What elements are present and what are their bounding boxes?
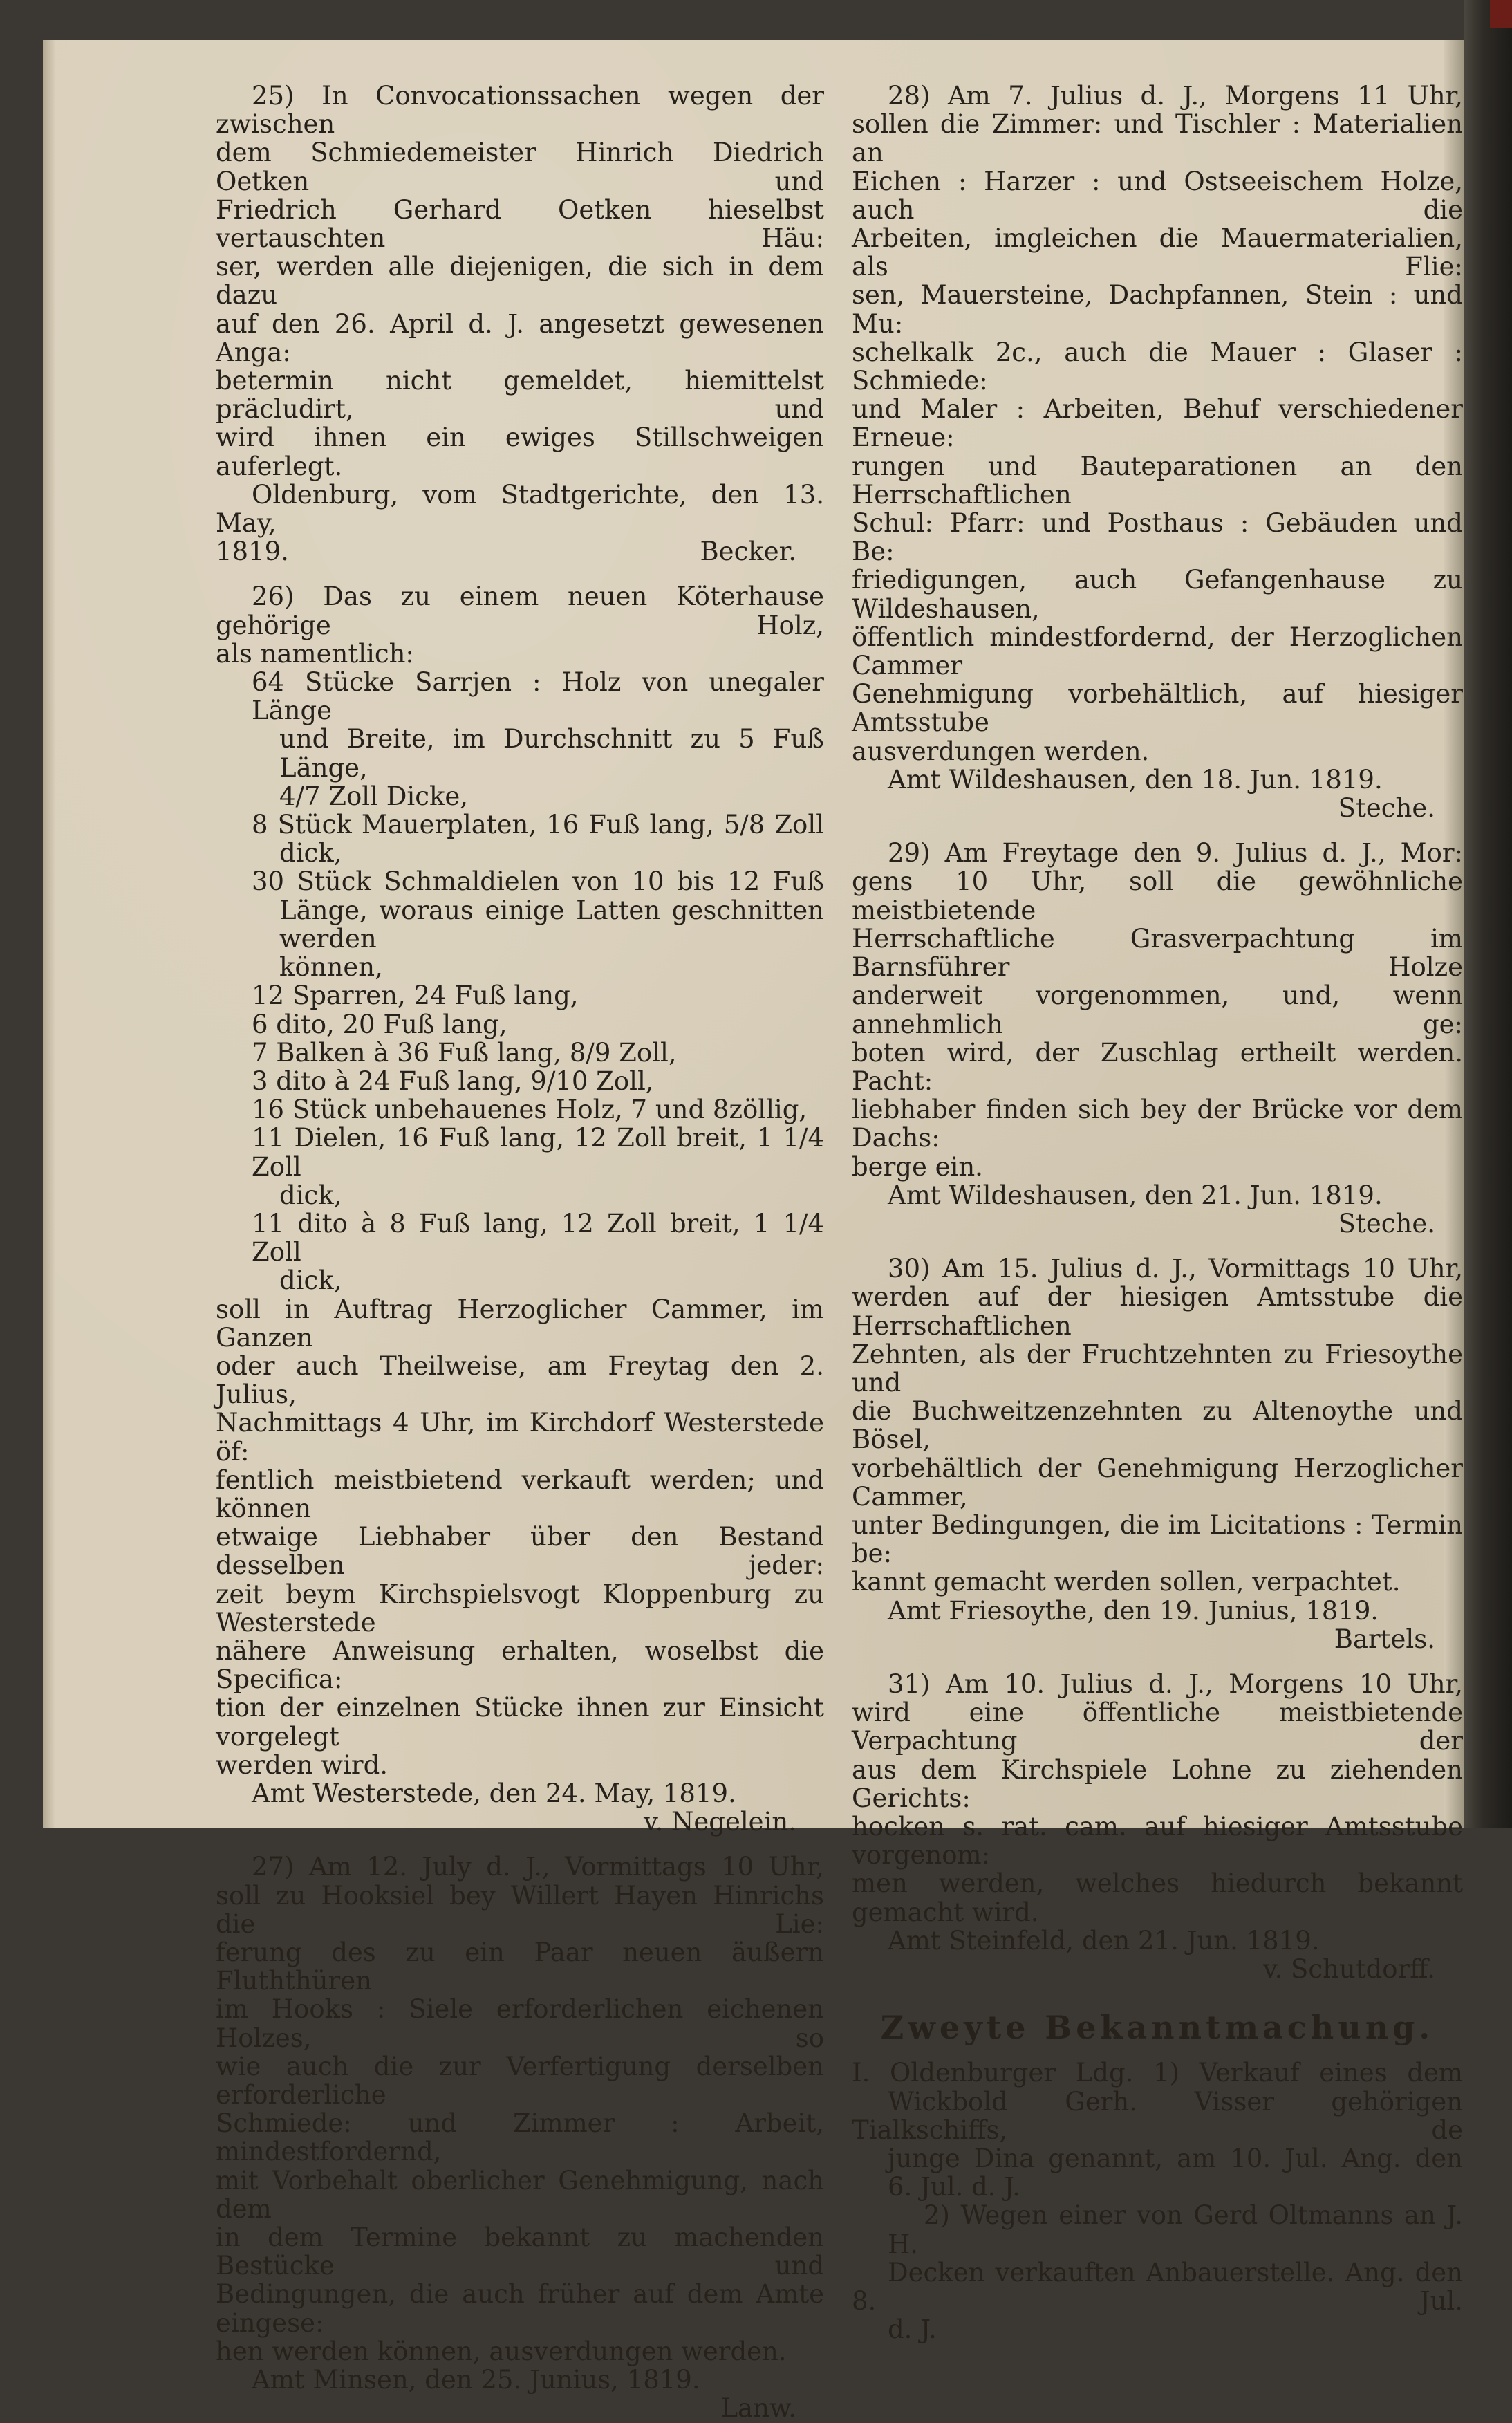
notice-signature: Lanw. <box>720 2393 796 2423</box>
text-line: anderweit vorgenommen, und, wenn annehmlich ge: <box>852 981 1463 1039</box>
text-line: mit Vorbehalt oberlicher Genehmigung, nach dem <box>216 2165 824 2224</box>
text-line: 27) Am 12. July d. J., Vormittags 10 Uhr, <box>252 1852 824 1882</box>
text-line: Genehmigung vorbehältlich, auf hiesiger Amtsstube <box>852 679 1463 738</box>
text-line: nähere Anweisung erhalten, woselbst die Specifica: <box>216 1635 824 1695</box>
list-item: 11 dito à 8 Fuß lang, 12 Zoll breit, 1 1/4 Zoll <box>252 1208 824 1268</box>
left-column <box>216 82 824 2422</box>
notice-31 <box>852 1670 1463 1983</box>
notice-26 <box>216 582 824 1836</box>
notice-place-date: Amt Minsen, den 25. Junius, 1819. <box>252 2365 700 2395</box>
text-line: Nachmittags 4 Uhr, im Kirchdorf Westerstede öf: <box>216 1408 824 1467</box>
text-line: zeit beym Kirchspielsvogt Kloppenburg zu Westerstede <box>216 1579 824 1637</box>
section-heading: Zweyte Bekanntmachung. <box>880 2009 1435 2047</box>
list-item-cont: können, <box>279 952 383 983</box>
notice-signature: v. Negelein. <box>643 1807 796 1837</box>
notice-signature: Steche. <box>1338 1208 1435 1238</box>
text-line: 2) Wegen einer von Gerd Oltmanns an J. H. <box>888 2200 1463 2259</box>
list-item-cont: und Breite, im Durchschnitt zu 5 Fuß Länge, <box>279 724 824 783</box>
notice-year: 1819. <box>216 537 289 567</box>
text-line: I. Oldenburger Ldg. 1) Verkauf eines dem <box>852 2058 1463 2088</box>
text-line: als namentlich: <box>216 638 414 669</box>
list-item-cont: 4/7 Zoll Dicke, <box>279 781 469 811</box>
list-item: 12 Sparren, 24 Fuß lang, <box>252 981 579 1011</box>
text-line: wird ihnen ein ewiges Stillschweigen auferlegt. <box>216 423 824 481</box>
text-line: 25) In Convocationssachen wegen der zwischen <box>216 81 824 140</box>
text-line: auf den 26. April d. J. angesetzt gewesenen Anga: <box>216 308 824 367</box>
text-line: Eichen : Harzer : und Ostseeischem Holze, auch die <box>852 166 1463 225</box>
text-line: soll zu Hooksiel bey Willert Hayen Hinrichs die Lie: <box>216 1880 824 1939</box>
text-line: hen werden können, ausverdungen werden. <box>216 2336 787 2366</box>
binding-ribbon <box>1490 0 1512 28</box>
notice-29 <box>852 839 1463 1238</box>
text-line: Decken verkauften Anbauerstelle. Ang. den 8. Jul. <box>852 2257 1463 2317</box>
text-line: schelkalk 2c., auch die Mauer : Glaser : Schmiede: <box>852 337 1463 396</box>
text-line: Bedingungen, die auch früher auf dem Amte eingese: <box>216 2279 824 2338</box>
list-item: 11 Dielen, 16 Fuß lang, 12 Zoll breit, 1 1/4 Zoll <box>252 1123 824 1182</box>
text-line: Arbeiten, imgleichen die Mauermaterialien, als Flie: <box>852 223 1463 282</box>
text-line: und Maler : Arbeiten, Behuf verschiedener Erneue: <box>852 394 1463 453</box>
list-item: 7 Balken à 36 Fuß lang, 8/9 Zoll, <box>252 1037 677 1068</box>
text-line: 29) Am Freytage den 9. Julius d. J., Mor: <box>888 838 1463 869</box>
list-item: 64 Stücke Sarrjen : Holz von unegaler Länge <box>252 667 824 726</box>
list-item: 30 Stück Schmaldielen von 10 bis 12 Fuß <box>252 866 824 897</box>
text-line: hocken s. rat. cam. auf hiesiger Amtsstube vorgenom: <box>852 1811 1463 1870</box>
text-line: öffentlich mindestfordernd, der Herzoglichen Cammer <box>852 622 1463 681</box>
text-line: Wickbold Gerh. Visser gehörigen Tialkschiffs, de <box>852 2086 1463 2145</box>
text-line: Herrschaftliche Grasverpachtung im Barnsführer Holze <box>852 923 1463 983</box>
notice-place-date: Amt Friesoythe, den 19. Junius, 1819. <box>888 1595 1379 1626</box>
notice-signature: Steche. <box>1338 793 1435 824</box>
text-line: 31) Am 10. Julius d. J., Morgens 10 Uhr, <box>888 1669 1463 1699</box>
text-line: sen, Mauersteine, Dachpfannen, Stein : und Mu: <box>852 280 1463 339</box>
notice-25 <box>216 82 824 566</box>
list-item-cont: dick, <box>279 838 342 869</box>
text-line: 28) Am 7. Julius d. J., Morgens 11 Uhr, <box>888 81 1463 111</box>
text-line: boten wird, der Zuschlag ertheilt werden. Pacht: <box>852 1037 1463 1096</box>
text-line: d. J. <box>888 2314 937 2345</box>
text-line: vorbehältlich der Genehmigung Herzoglicher Cammer, <box>852 1453 1463 1512</box>
text-line: werden auf der hiesigen Amtsstube die Herrschaftlichen <box>852 1282 1463 1341</box>
text-line: wird eine öffentliche meistbietende Verpachtung der <box>852 1698 1463 1756</box>
text-line: ser, werden alle diejenigen, die sich in dem dazu <box>216 252 824 310</box>
notice-place-date: Amt Wildeshausen, den 18. Jun. 1819. <box>888 764 1383 795</box>
text-line: im Hooks : Siele erforderlichen eichenen Holzes, so <box>216 1994 824 2053</box>
notice-28 <box>852 82 1463 822</box>
text-line: ausverdungen werden. <box>852 736 1150 766</box>
text-line: in dem Termine bekannt zu machenden Bestücke und <box>216 2222 824 2281</box>
notice-place-date: Amt Wildeshausen, den 21. Jun. 1819. <box>888 1180 1383 1210</box>
spacer <box>852 1653 1463 1670</box>
notice-place-date: Amt Westerstede, den 24. May, 1819. <box>252 1778 736 1808</box>
list-item: 16 Stück unbehauenes Holz, 7 und 8zöllig, <box>252 1095 808 1125</box>
notice-place-date: Amt Steinfeld, den 21. Jun. 1819. <box>888 1925 1320 1956</box>
book-binding <box>1464 0 1512 1828</box>
notice-year-line <box>216 537 824 566</box>
text-line: betermin nicht gemeldet, hiemittelst präcludirt, und <box>216 366 824 425</box>
text-line: gens 10 Uhr, soll die gewöhnliche meistbietende <box>852 866 1463 925</box>
text-line: kannt gemacht werden sollen, verpachtet. <box>852 1567 1401 1597</box>
second-notice-1 <box>852 2059 1463 2201</box>
text-line: Friedrich Gerhard Oetken hieselbst vertauschten Häu: <box>216 194 824 254</box>
text-line: berge ein. <box>852 1151 983 1182</box>
spacer <box>216 1836 824 1853</box>
list-item: 8 Stück Mauerplaten, 16 Fuß lang, 5/8 Zoll <box>252 810 824 840</box>
text-line: sollen die Zimmer: und Tischler : Materialien an <box>852 109 1463 168</box>
second-notice-2 <box>852 2201 1463 2343</box>
text-line: dem Schmiedemeister Hinrich Diedrich Oetken und <box>216 138 824 196</box>
list-item: 6 dito, 20 Fuß lang, <box>252 1009 507 1039</box>
notice-30 <box>852 1254 1463 1653</box>
text-line: aus dem Kirchspiele Lohne zu ziehenden Gerichts: <box>852 1754 1463 1813</box>
text-line: etwaige Liebhaber über den Bestand desselben jeder: <box>216 1522 824 1581</box>
notice-27 <box>216 1853 824 2422</box>
text-line: werden wird. <box>216 1749 389 1780</box>
text-line: soll in Auftrag Herzoglicher Cammer, im Ganzen <box>216 1294 824 1353</box>
text-line: 30) Am 15. Julius d. J., Vormittags 10 Uhr, <box>888 1254 1463 1284</box>
spacer <box>852 1238 1463 1254</box>
text-line: Schmiede: und Zimmer : Arbeit, mindestfordernd, <box>216 2108 824 2167</box>
notice-place-date: Oldenburg, vom Stadtgerichte, den 13. May, <box>216 479 824 539</box>
text-line: friedigungen, auch Gefangenhause zu Wildeshausen, <box>852 565 1463 624</box>
text-line: die Buchweitzenzehnten zu Altenoythe und Bösel, <box>852 1396 1463 1455</box>
text-line: junge Dina genannt, am 10. Jul. Ang. den <box>888 2144 1463 2174</box>
text-line: oder auch Theilweise, am Freytag den 2. Julius, <box>216 1350 824 1410</box>
text-line: Schul: Pfarr: und Posthaus : Gebäuden und Be: <box>852 508 1463 567</box>
text-line: rungen und Bauteparationen an den Herrschaftlichen <box>852 451 1463 510</box>
text-line: fentlich meistbietend verkauft werden; und können <box>216 1465 824 1523</box>
text-line: liebhaber finden sich bey der Brücke vor dem Dachs: <box>852 1095 1463 1153</box>
text-line: ferung des zu ein Paar neuen äußern Fluththüren <box>216 1938 824 1996</box>
text-line: wie auch die zur Verfertigung derselben erforderliche <box>216 2051 824 2110</box>
list-item: 3 dito à 24 Fuß lang, 9/10 Zoll, <box>252 1066 654 1096</box>
notice-signature: Bartels. <box>1334 1624 1435 1654</box>
list-item-cont: dick, <box>279 1265 342 1296</box>
text-line: tion der einzelnen Stücke ihnen zur Einsicht vorgelegt <box>216 1693 824 1752</box>
list-item-cont: dick, <box>279 1180 342 1210</box>
right-column <box>852 82 1463 2343</box>
text-line: Zehnten, als der Fruchtzehnten zu Friesoythe und <box>852 1339 1463 1398</box>
text-line: 26) Das zu einem neuen Köterhause gehörige Holz, <box>216 582 824 640</box>
spacer <box>852 822 1463 839</box>
list-item-cont: Länge, woraus einige Latten geschnitten werden <box>279 895 824 954</box>
page-edge <box>43 40 55 1828</box>
notice-signature: v. Schutdorff. <box>1262 1954 1435 1984</box>
text-line: men werden, welches hiedurch bekannt gemacht wird. <box>852 1868 1463 1927</box>
spacer <box>216 566 824 582</box>
text-line: unter Bedingungen, die im Licitations : Termin be: <box>852 1510 1463 1569</box>
notice-signature: Becker. <box>700 537 796 567</box>
text-line: 6. Jul. d. J. <box>888 2172 1021 2202</box>
